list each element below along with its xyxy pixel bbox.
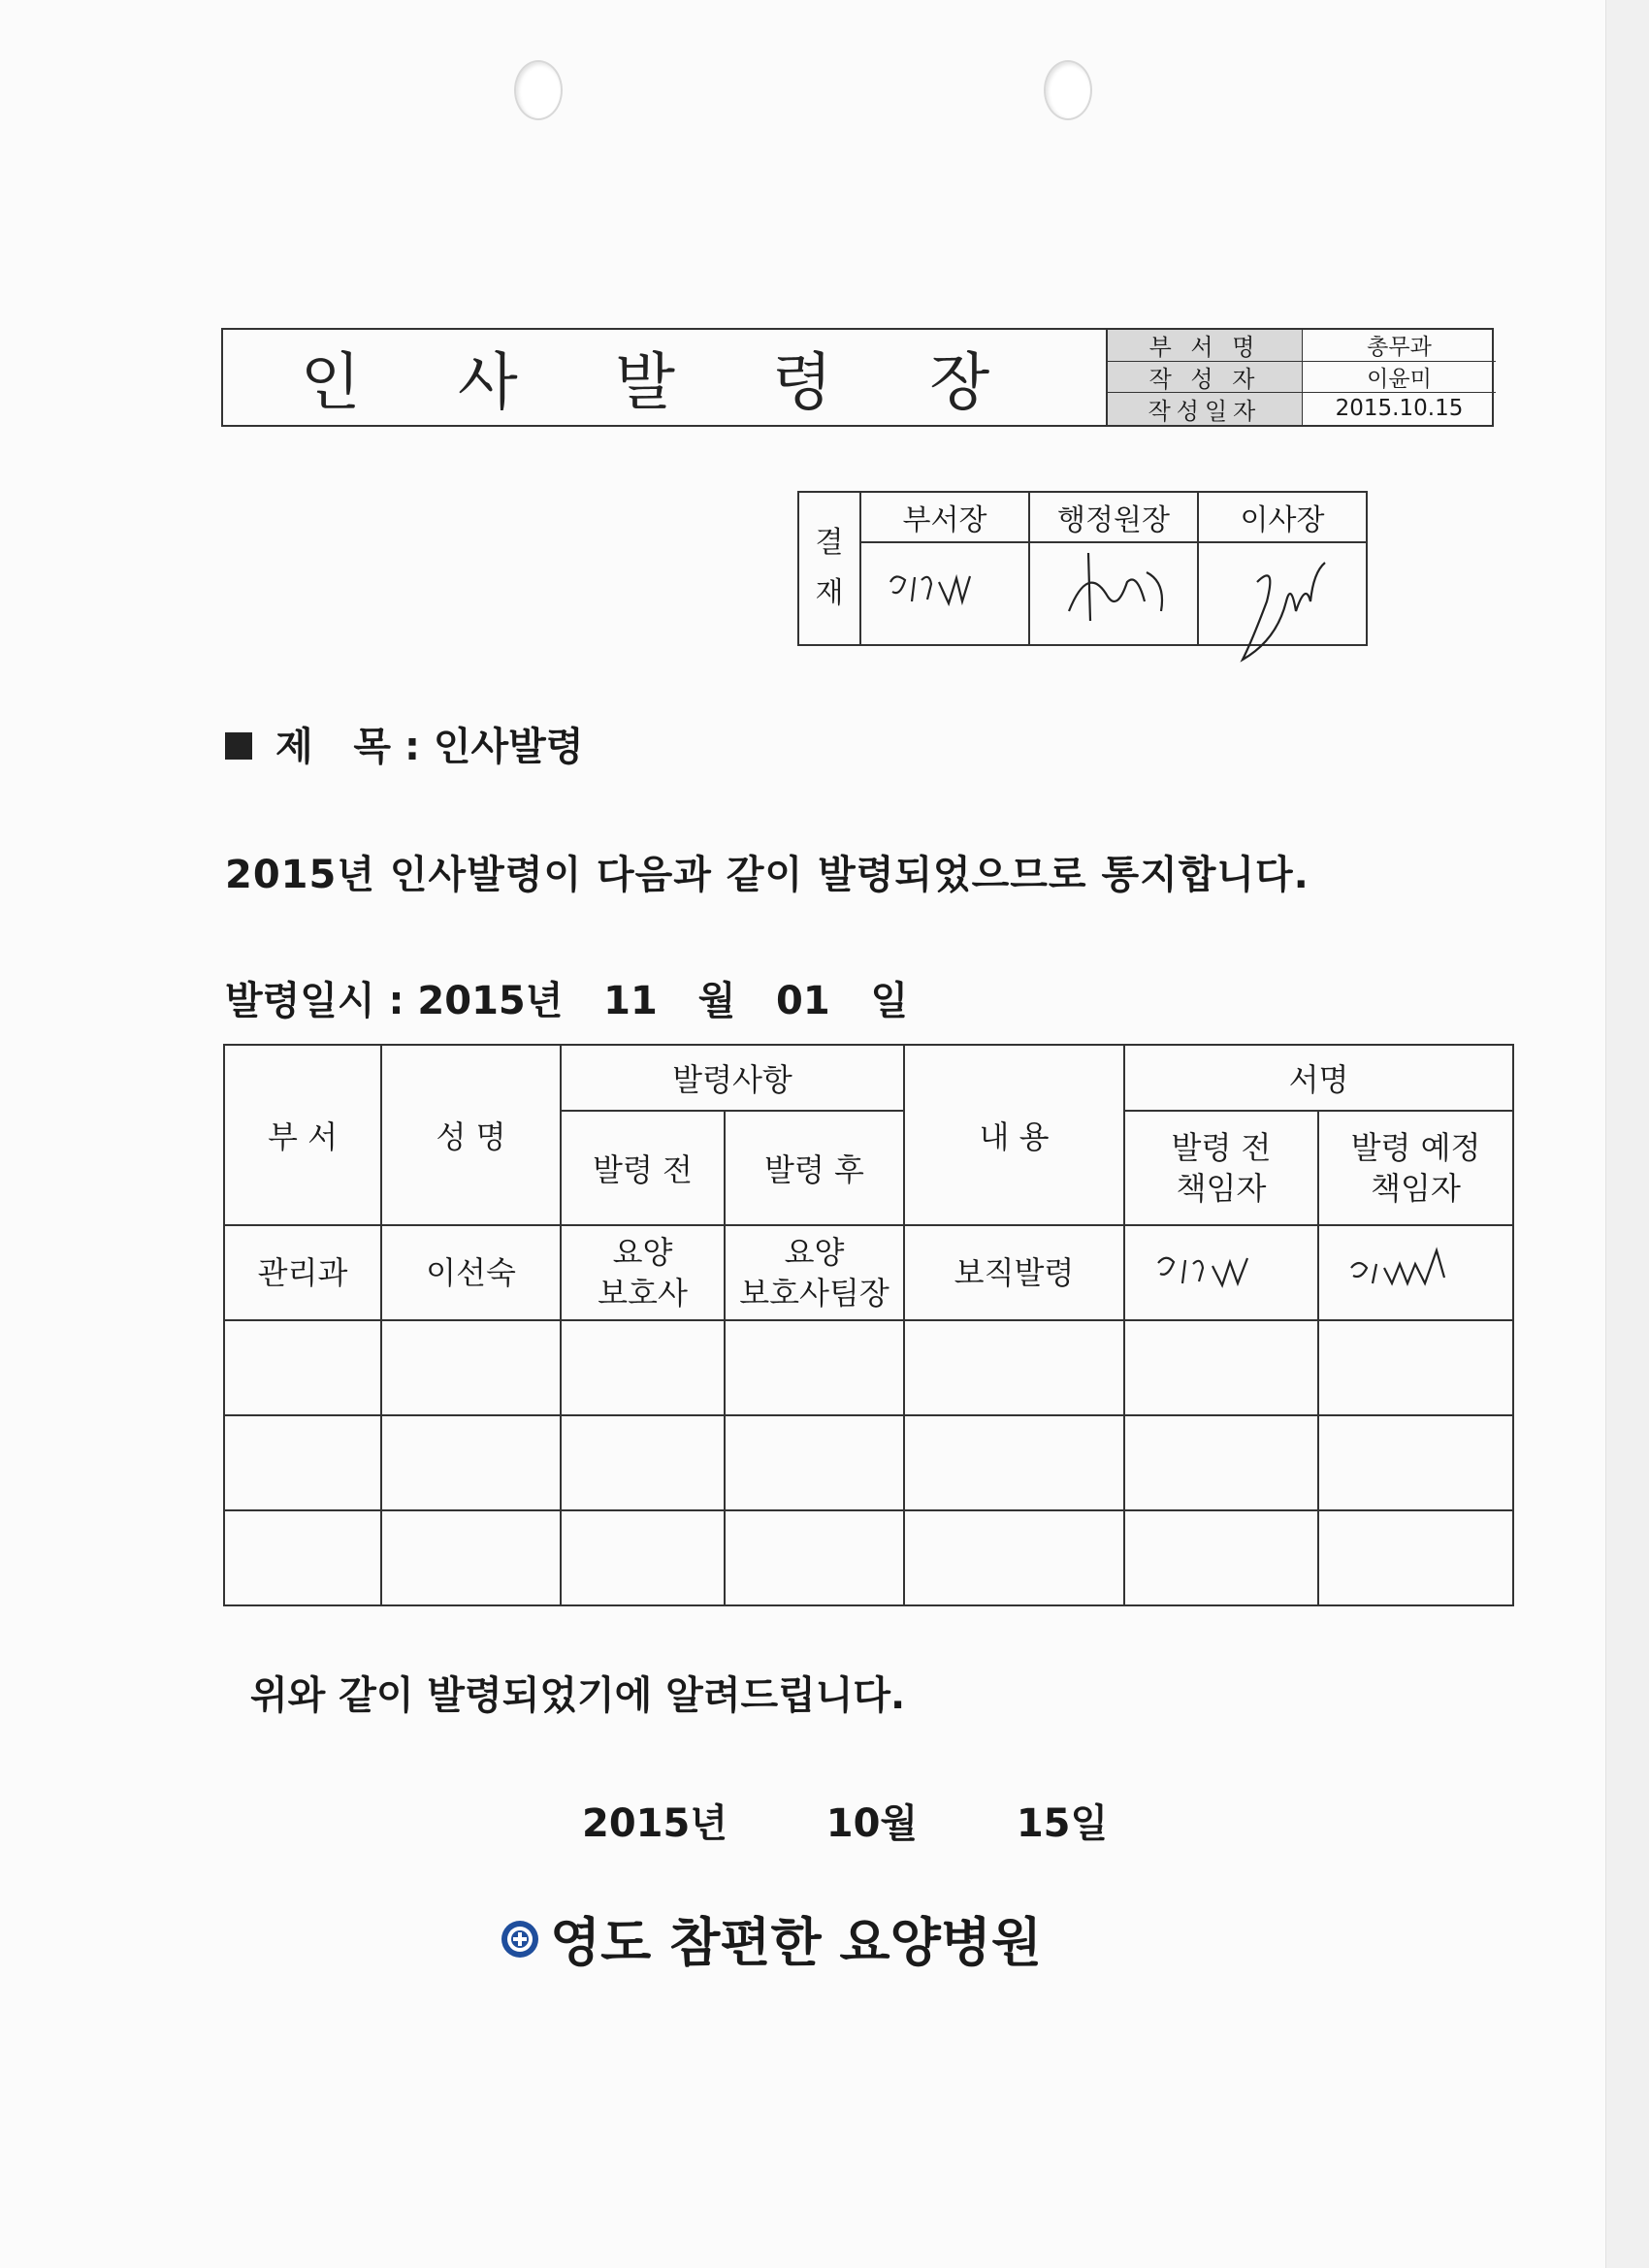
header-sign-group: 서명: [1124, 1045, 1513, 1111]
table-row: [224, 1510, 1513, 1605]
table-row: [224, 1320, 1513, 1415]
signature-dept-head-image: [861, 543, 1028, 636]
table-row: [224, 1225, 1513, 1320]
signature-image: [1129, 1229, 1313, 1307]
approval-role-admin-director: 행정원장: [1029, 492, 1198, 542]
header-name: 성 명: [381, 1045, 561, 1225]
header-content: 내 용: [904, 1045, 1124, 1225]
approval-role-dept-head: 부서장: [860, 492, 1029, 542]
signature-dept-head: [860, 542, 1029, 645]
approval-box: [797, 491, 1368, 646]
notice-text: 2015년 인사발령이 다음과 같이 발령되었으므로 통지합니다.: [225, 853, 1310, 897]
punch-hole-right: [1044, 60, 1092, 120]
header-sign-after: 발령 예정 책임자: [1318, 1111, 1513, 1225]
approval-label: 결 재: [798, 492, 860, 645]
cell-before: 요양 보호사: [561, 1225, 725, 1320]
header-order-group: 발령사항: [561, 1045, 904, 1111]
effective-date: 발령일시 : 2015년 11 월 01 일: [225, 979, 909, 1023]
signature-admin-director-image: [1030, 543, 1197, 636]
table-row: [224, 1415, 1513, 1510]
document-header: [221, 328, 1494, 427]
square-bullet-icon: [225, 732, 252, 760]
meta-row: [1108, 393, 1496, 425]
signature-chairman: [1198, 542, 1367, 645]
meta-row: [1108, 330, 1496, 362]
meta-key-dept: 부 서 명: [1108, 330, 1303, 361]
punch-hole-left: [514, 60, 563, 120]
organization-name: 영도 참편한 요양병원: [550, 1912, 1043, 1973]
cell-after: 요양 보호사팀장: [725, 1225, 904, 1320]
meta-value-date: 2015.10.15: [1335, 396, 1464, 422]
organization: [500, 1901, 1042, 1976]
closing-text: 위와 같이 발령되었기에 알려드립니다.: [250, 1673, 906, 1718]
approval-role-chairman: 이사장: [1198, 492, 1367, 542]
signature-chairman-image: [1199, 543, 1366, 679]
header-after: 발령 후: [725, 1111, 904, 1225]
subject-line: [225, 716, 583, 771]
meta-row: [1108, 362, 1496, 394]
meta-key-date: 작성일자: [1108, 393, 1303, 425]
meta-key-author: 작 성 자: [1108, 362, 1303, 393]
hospital-logo-icon: [500, 1919, 540, 1960]
document-title: 인 사 발 령 장: [300, 347, 1029, 419]
subject-text: 제 목 : 인사발령: [275, 725, 584, 769]
signature-admin-director: [1029, 542, 1198, 645]
header-sign-before: 발령 전 책임자: [1124, 1111, 1318, 1225]
issue-date: 2015년 10월 15일: [582, 1801, 1109, 1846]
cell-dept: 관리과: [224, 1225, 381, 1320]
meta-value-dept: 총무과: [1367, 335, 1432, 361]
personnel-order-table: [223, 1044, 1514, 1606]
cell-name: 이선숙: [381, 1225, 561, 1320]
cell-content: 보직발령: [904, 1225, 1124, 1320]
meta-value-author: 이윤미: [1367, 366, 1432, 392]
cell-sign-before: [1124, 1225, 1318, 1320]
signature-image: [1324, 1229, 1508, 1307]
header-before: 발령 전: [561, 1111, 725, 1225]
page-edge: [1605, 0, 1649, 2268]
header-dept: 부 서: [224, 1045, 381, 1225]
document-meta: [1106, 330, 1496, 425]
cell-sign-after: [1318, 1225, 1513, 1320]
